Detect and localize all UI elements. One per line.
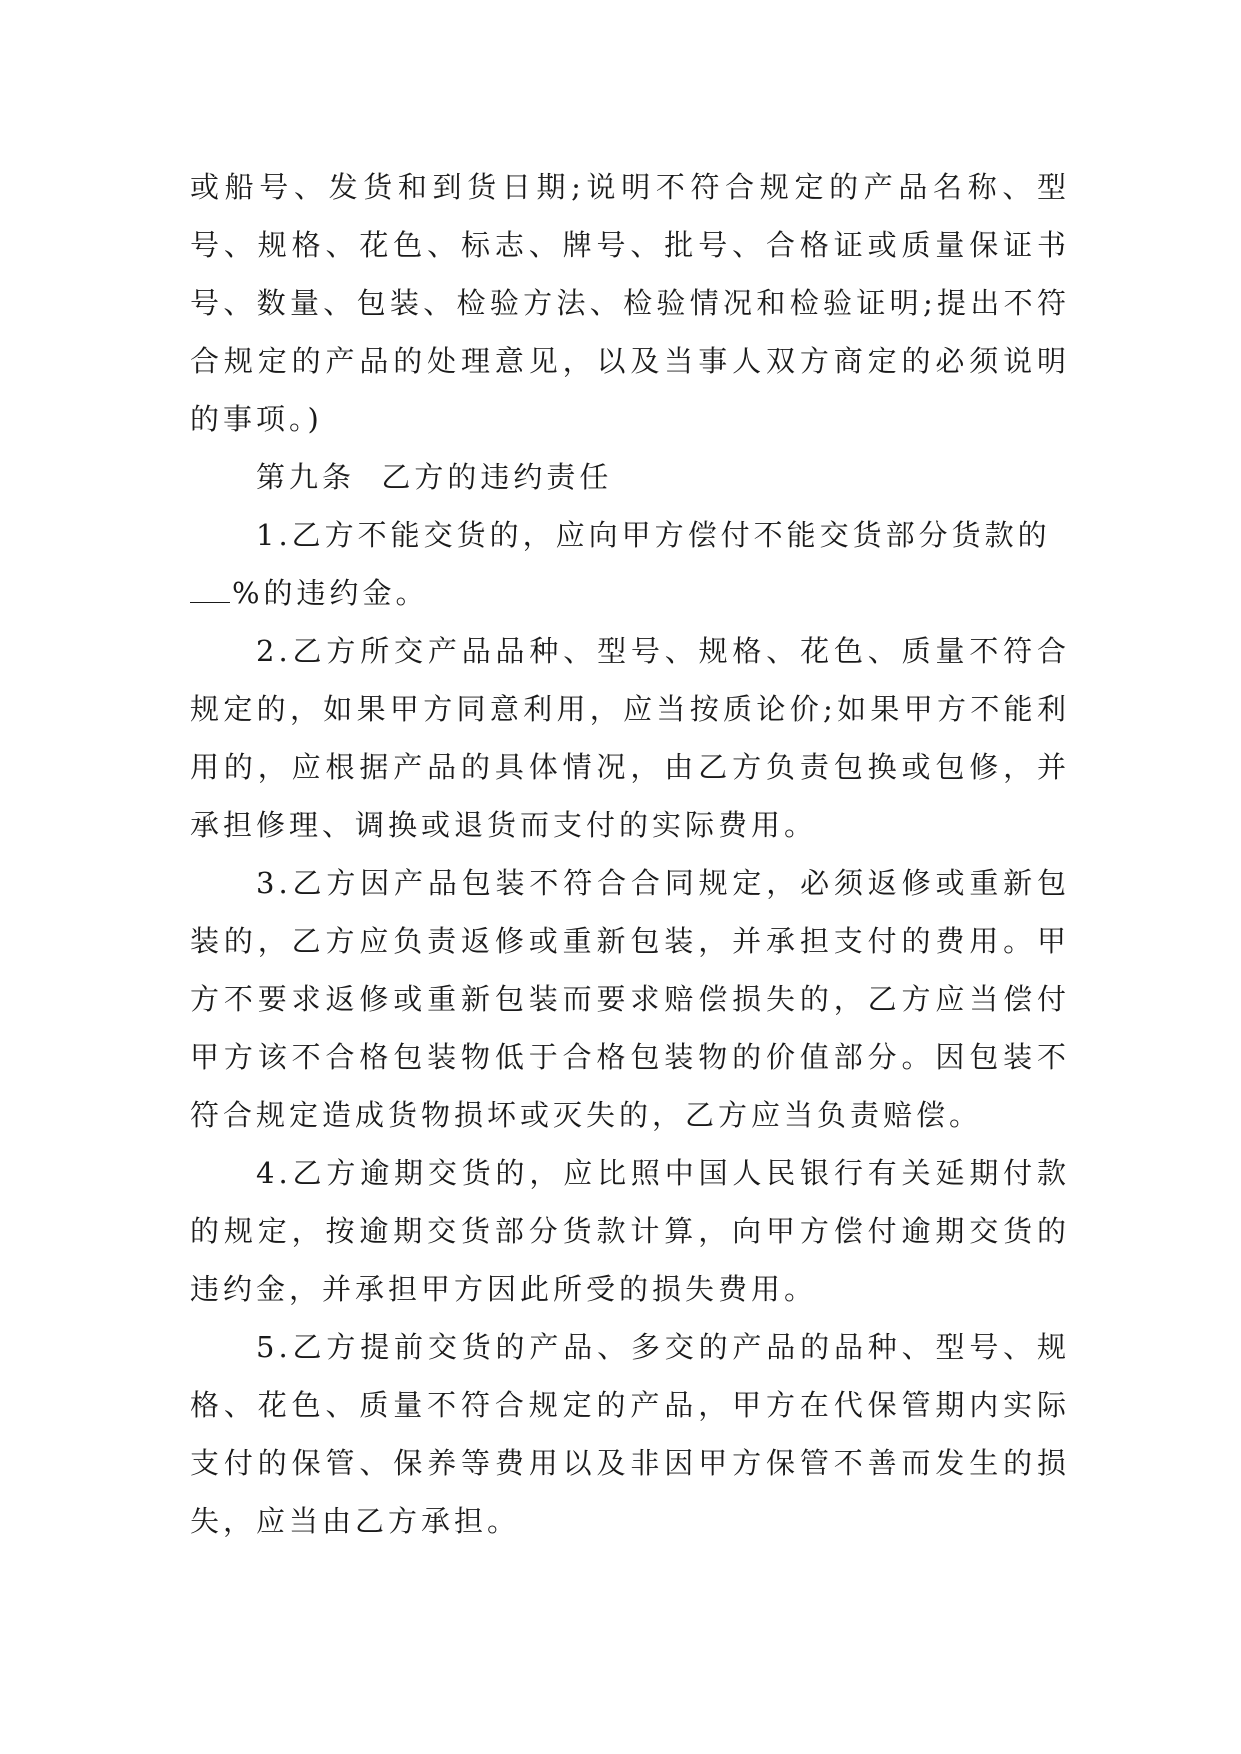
clause-1-text-before: 1.乙方不能交货的，应向甲方偿付不能交货部分货款的	[256, 518, 1051, 552]
paragraph-continuation: 或船号、发货和到货日期;说明不符合规定的产品名称、型号、规格、花色、标志、牌号、批号、合格证或质量保证书号、数量、包装、检验方法、检验情况和检验证明;提出不符合规定的产品的处理意见，以及当事人双方商定的必须说明的事项。)	[190, 170, 1070, 436]
clause-1-text-after: %的违约金。	[232, 576, 429, 610]
fill-in-blank	[190, 602, 230, 603]
clause-5: 5.乙方提前交货的产品、多交的产品的品种、型号、规格、花色、质量不符合规定的产品，甲方在代保管期内实际支付的保管、保养等费用以及非因甲方保管不善而发生的损失，应当由乙方承担。	[190, 1330, 1070, 1538]
clause-4: 4.乙方逾期交货的，应比照中国人民银行有关延期付款的规定，按逾期交货部分货款计算，向甲方偿付逾期交货的违约金，并承担甲方因此所受的损失费用。	[190, 1156, 1070, 1306]
clause-2: 2.乙方所交产品品种、型号、规格、花色、质量不符合规定的，如果甲方同意利用，应当按质论价;如果甲方不能利用的，应根据产品的具体情况，由乙方负责包换或包修，并承担修理、调换或退货而支付的实际费用。	[190, 634, 1070, 842]
clause-3: 3.乙方因产品包装不符合合同规定，必须返修或重新包装的，乙方应负责返修或重新包装，并承担支付的费用。甲方不要求返修或重新包装而要求赔偿损失的，乙方应当偿付甲方该不合格包装物低于合格包装物的价值部分。因包装不符合规定造成货物损坏或灭失的，乙方应当负责赔偿。	[190, 866, 1070, 1132]
document-page	[190, 158, 1070, 1550]
article-heading: 第九条 乙方的违约责任	[256, 460, 613, 494]
clause-1	[190, 506, 1070, 622]
